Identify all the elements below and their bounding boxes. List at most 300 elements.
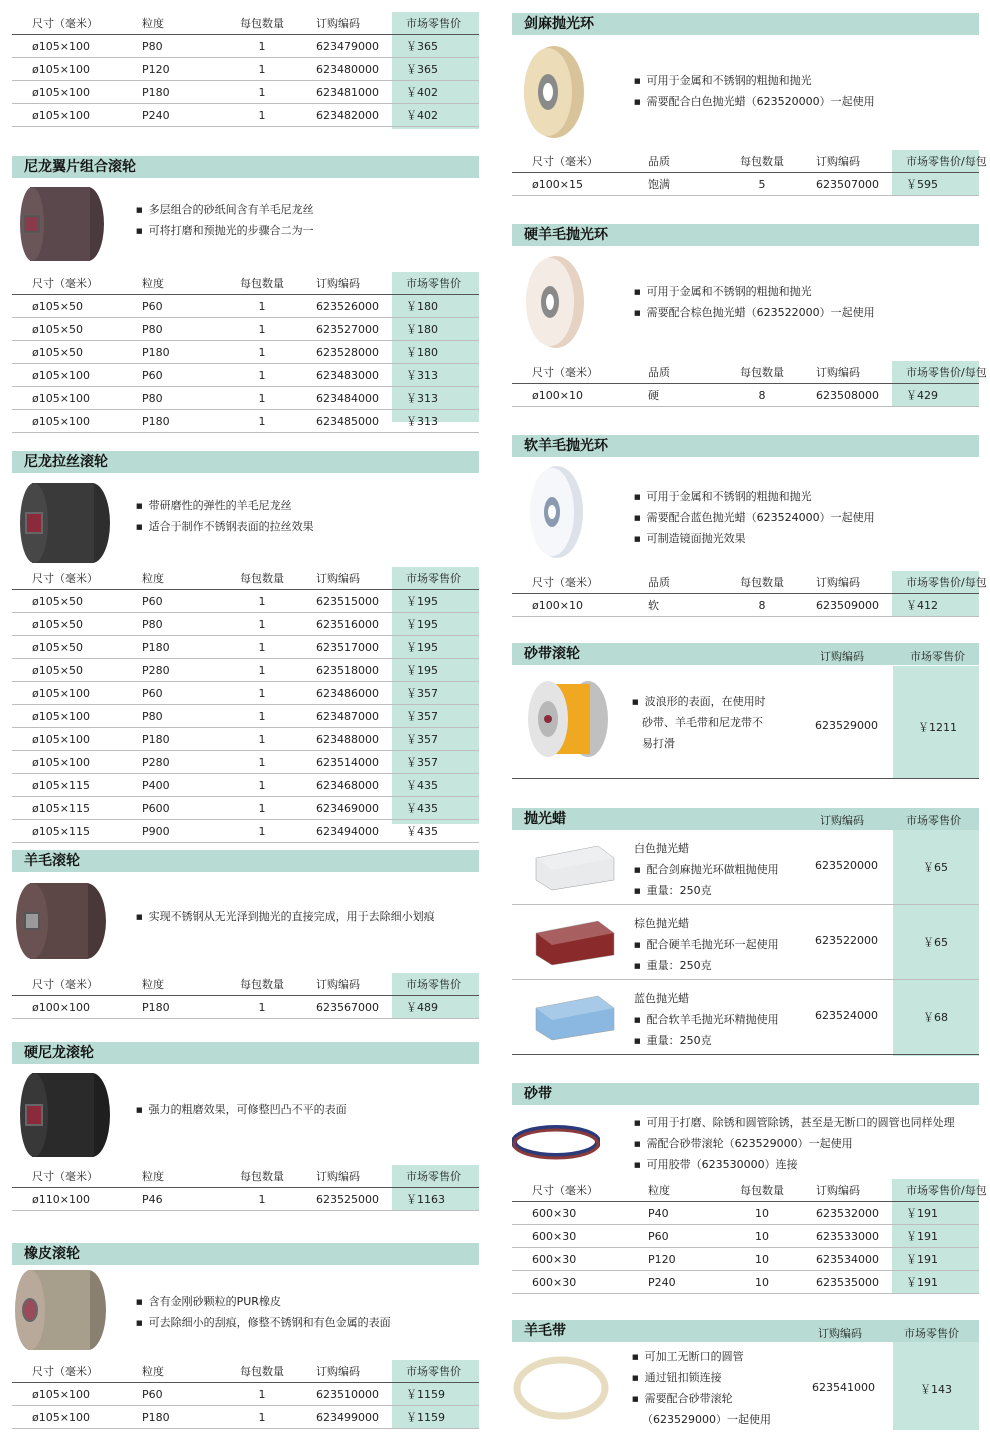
wax-price: ￥65 [923,861,948,874]
section-title-nylon-flap: 尼龙翼片组合滚轮 [12,156,479,178]
cell-code: 623480000 [316,62,379,76]
table-row [12,636,479,659]
wool-table [12,973,479,1019]
cell-code: 623517000 [316,640,379,654]
cell-price: ￥357 [406,733,438,746]
cell-price: ￥435 [406,825,438,838]
table-header-row [512,361,987,384]
cell-size: ø105×50 [32,617,83,631]
cell-grit: P80 [142,322,163,336]
cell-price: ￥1159 [406,1388,445,1401]
cell-code: 623485000 [316,414,379,428]
table-row [12,774,479,797]
cell-grit: P60 [142,594,163,608]
cell-size: ø105×100 [32,755,90,769]
header-qty: 每包数量 [740,576,784,589]
cell-grit: P80 [142,39,163,53]
cell-size: ø100×10 [532,598,583,612]
cell-code: 623508000 [816,388,879,402]
section-title-hard-wool: 硬羊毛抛光环 [512,224,979,246]
section-title-hard-nylon: 硬尼龙滚轮 [12,1042,479,1064]
wax-code: 623524000 [815,1009,878,1022]
wax-code-header: 订购编码 [820,814,864,827]
cell-qty: 1 [258,778,266,792]
sisal-table [512,150,987,196]
cell-price: ￥357 [406,710,438,723]
cell-size: ø105×100 [32,108,90,122]
wax-name: 蓝色抛光蜡 [634,992,689,1005]
cell-grit: P80 [142,709,163,723]
cell-qty: 1 [258,391,266,405]
cell-size: 600×30 [532,1252,577,1266]
header-grit: 粒度 [142,1170,164,1183]
cell-code: 623518000 [316,663,379,677]
cell-qty: 1 [258,1000,266,1014]
cell-grit: 饱满 [648,178,670,191]
cell-qty: 1 [258,1387,266,1401]
cell-grit: P46 [142,1192,163,1206]
soft-wool-ring-image [524,464,586,560]
table-row [12,751,479,774]
cell-code: 623494000 [316,824,379,838]
cell-grit: P180 [142,732,170,746]
soft-wool-table [512,571,987,617]
header-code: 订购编码 [816,1184,860,1197]
cell-price: ￥180 [406,300,438,313]
header-code: 订购编码 [316,1170,360,1183]
header-size: 尺寸（毫米） [532,1184,598,1197]
cell-price: ￥357 [406,687,438,700]
nylon-flap-table [12,272,479,428]
top-table [12,12,479,129]
cell-grit: P240 [648,1275,676,1289]
table-row [12,996,479,1019]
wax-weight: ■ 重量：250克 [634,1031,779,1052]
cell-grit: P60 [142,1387,163,1401]
cell-grit: P120 [648,1252,676,1266]
cell-qty: 1 [258,617,266,631]
header-grit: 粒度 [142,572,164,585]
cell-qty: 1 [258,345,266,359]
header-qty: 每包数量 [240,572,284,585]
cell-qty: 1 [258,322,266,336]
cell-price: ￥180 [406,346,438,359]
cell-code: 623535000 [816,1275,879,1289]
cell-price: ￥195 [406,618,438,631]
header-code: 订购编码 [316,17,360,30]
table-row [512,1271,979,1294]
cell-grit: P80 [142,391,163,405]
cell-size: ø110×100 [32,1192,90,1206]
cell-price: ￥365 [406,40,438,53]
cell-grit: P600 [142,801,170,815]
wax-item-text [634,989,779,1052]
table-row [12,1188,479,1211]
header-price: 市场零售价/每包 [906,576,987,589]
wax-bar-image [528,840,620,892]
nylon-brush-wheel-image [18,482,112,564]
cell-price: ￥191 [906,1207,938,1220]
cell-size: ø105×100 [32,686,90,700]
sisal-features: ■ 可用于金属和不锈钢的粗抛和抛光 ■ 需要配合白色抛光蜡（623520000）一起使用 [634,71,875,113]
section-title-nylon-brush: 尼龙拉丝滚轮 [12,451,479,473]
table-row [12,1383,479,1406]
cell-qty: 1 [258,824,266,838]
cell-grit: P40 [648,1206,669,1220]
cell-size: ø105×115 [32,824,90,838]
cell-code: 623516000 [316,617,379,631]
cell-size: ø100×100 [32,1000,90,1014]
cell-code: 623483000 [316,368,379,382]
header-price: 市场零售价 [406,572,461,585]
sisal-ring-image [516,44,586,140]
cell-qty: 8 [758,598,766,612]
wax-item-text [634,914,779,977]
wool-belt-code: 623541000 [812,1381,875,1394]
cell-code: 623484000 [316,391,379,405]
table-row [12,364,479,387]
cell-qty: 1 [258,85,266,99]
cell-size: ø105×115 [32,801,90,815]
cell-qty: 1 [258,62,266,76]
wool-belt-code-header: 订购编码 [818,1327,862,1340]
wool-belt-price: ￥143 [920,1383,952,1396]
cell-qty: 1 [258,1192,266,1206]
cell-size: ø105×100 [32,368,90,382]
cell-qty: 1 [258,663,266,677]
header-qty: 每包数量 [240,978,284,991]
cell-code: 623510000 [316,1387,379,1401]
cell-price: ￥180 [406,323,438,336]
table-row [512,384,979,407]
cell-code: 623468000 [316,778,379,792]
belt-image [512,1122,600,1166]
cell-size: ø105×50 [32,322,83,336]
cell-grit: P80 [142,617,163,631]
rubber-features: ■ 含有金刚砂颗粒的PUR橡皮 ■ 可去除细小的刮痕，修整不锈钢和有色金属的表面 [136,1292,391,1334]
wax-name: 棕色抛光蜡 [634,917,689,930]
wax-item [512,905,979,980]
table-row [12,410,479,433]
cell-grit: P900 [142,824,170,838]
header-grit: 粒度 [142,1365,164,1378]
header-grit: 品质 [648,366,670,379]
header-code: 订购编码 [316,572,360,585]
soft-wool-features: ■ 可用于金属和不锈钢的粗抛和抛光 ■ 需要配合蓝色抛光蜡（623524000）一起使用 ■ 可制造镜面抛光效果 [634,487,875,550]
cell-qty: 8 [758,388,766,402]
cell-price: ￥435 [406,802,438,815]
wax-item-text [634,839,779,902]
wax-name: 白色抛光蜡 [634,842,689,855]
cell-grit: P180 [142,345,170,359]
cell-code: 623567000 [316,1000,379,1014]
header-grit: 粒度 [142,277,164,290]
header-price: 市场零售价 [406,1365,461,1378]
cell-code: 623482000 [316,108,379,122]
belt-roller-features: ■ 波浪形的表面，在使用时 砂带、羊毛带和尼龙带不 易打滑 [632,692,766,755]
wax-price-header: 市场零售价 [906,814,961,827]
header-price: 市场零售价 [406,17,461,30]
cell-code: 623533000 [816,1229,879,1243]
wax-item [512,980,979,1055]
header-price: 市场零售价 [406,1170,461,1183]
header-price: 市场零售价 [406,978,461,991]
cell-size: ø105×50 [32,640,83,654]
table-row [12,590,479,613]
wax-code: 623522000 [815,934,878,947]
table-header-row [12,567,479,590]
cell-qty: 1 [258,640,266,654]
header-code: 订购编码 [816,576,860,589]
cell-qty: 5 [758,177,766,191]
cell-price: ￥195 [406,595,438,608]
rubber-table [12,1360,479,1429]
table-row [12,58,479,81]
cell-size: ø105×100 [32,62,90,76]
cell-price: ￥365 [406,63,438,76]
wool-belt-features: ■ 可加工无断口的圆管 ■ 通过钮扣锁连接 ■ 需要配合砂带滚轮 （623529000）一起使用 [632,1347,771,1431]
hard-nylon-table [12,1165,479,1211]
cell-price: ￥595 [906,178,938,191]
header-size: 尺寸（毫米） [532,366,598,379]
wax-weight: ■ 重量：250克 [634,956,779,977]
hard-wool-features: ■ 可用于金属和不锈钢的粗抛和抛光 ■ 需要配合棕色抛光蜡（623522000）一起使用 [634,282,875,324]
cell-code: 623532000 [816,1206,879,1220]
cell-size: 600×30 [532,1229,577,1243]
header-grit: 粒度 [648,1184,670,1197]
cell-price: ￥402 [406,86,438,99]
header-qty: 每包数量 [740,366,784,379]
cell-qty: 1 [258,108,266,122]
cell-price: ￥313 [406,415,438,428]
wax-desc: ■ 配合剑麻抛光环做粗抛使用 [634,860,779,881]
cell-size: 600×30 [532,1275,577,1289]
cell-price: ￥195 [406,641,438,654]
wax-price: ￥68 [923,1011,948,1024]
header-grit: 粒度 [142,978,164,991]
belt-roller-bottom-rule [512,778,979,779]
cell-code: 623534000 [816,1252,879,1266]
header-price: 市场零售价 [406,277,461,290]
table-row [512,1202,979,1225]
cell-price: ￥191 [906,1276,938,1289]
hard-wool-ring-image [520,254,586,350]
cell-grit: P180 [142,1000,170,1014]
table-row [512,173,979,196]
header-size: 尺寸（毫米） [532,576,598,589]
table-row [12,728,479,751]
cell-grit: P280 [142,663,170,677]
cell-size: ø105×50 [32,594,83,608]
cell-price: ￥357 [406,756,438,769]
cell-qty: 1 [258,801,266,815]
table-header-row [12,272,479,295]
cell-grit: P180 [142,1410,170,1424]
cell-size: ø105×50 [32,345,83,359]
cell-code: 623488000 [316,732,379,746]
section-title-wool-belt: 羊毛带 [512,1320,979,1342]
cell-qty: 1 [258,1410,266,1424]
cell-size: ø105×100 [32,1410,90,1424]
header-size: 尺寸（毫米） [32,978,98,991]
belt-roller-image [518,676,614,762]
cell-size: ø105×100 [32,391,90,405]
cell-size: 600×30 [532,1206,577,1220]
cell-code: 623481000 [316,85,379,99]
cell-size: ø105×100 [32,732,90,746]
belt-roller-price-header: 市场零售价 [910,650,965,663]
cell-code: 623499000 [316,1410,379,1424]
belt-table [512,1179,987,1294]
table-row [12,820,479,843]
belt-features: ■ 可用于打磨、除锈和圆管除锈，甚至是无断口的圆管也同样处理 ■ 需配合砂带滚轮（623529000）一起使用 ■ 可用胶带（623530000）连接 [634,1113,955,1176]
section-title-soft-wool: 软羊毛抛光环 [512,435,979,457]
cell-grit: P280 [142,755,170,769]
header-code: 订购编码 [816,366,860,379]
cell-code: 623514000 [316,755,379,769]
cell-grit: P180 [142,85,170,99]
cell-code: 623528000 [316,345,379,359]
cell-code: 623527000 [316,322,379,336]
cell-price: ￥402 [406,109,438,122]
wax-bar-image [528,990,620,1042]
table-row [12,682,479,705]
wax-item [512,830,979,905]
cell-grit: P120 [142,62,170,76]
hard-nylon-wheel-image [18,1072,112,1158]
table-row [12,1406,479,1429]
header-code: 订购编码 [316,978,360,991]
wax-weight: ■ 重量：250克 [634,881,779,902]
rubber-wheel-image [12,1268,110,1352]
cell-qty: 1 [258,732,266,746]
cell-size: ø100×10 [532,388,583,402]
cell-qty: 1 [258,299,266,313]
header-grit: 品质 [648,576,670,589]
table-header-row [512,571,987,594]
wax-code: 623520000 [815,859,878,872]
cell-size: ø100×15 [532,177,583,191]
header-grit: 粒度 [142,17,164,30]
table-header-row [12,12,479,35]
table-row [12,387,479,410]
cell-grit: P60 [142,299,163,313]
cell-size: ø105×50 [32,299,83,313]
cell-size: ø105×100 [32,414,90,428]
header-qty: 每包数量 [240,277,284,290]
section-title-wax: 抛光蜡 [512,808,979,830]
cell-size: ø105×100 [32,709,90,723]
cell-code: 623515000 [316,594,379,608]
nylon-flap-wheel-image [20,186,106,262]
table-row [12,659,479,682]
cell-grit: P60 [142,368,163,382]
cell-code: 623509000 [816,598,879,612]
nylon-brush-table [12,567,479,838]
wax-desc: ■ 配合软羊毛抛光环精抛使用 [634,1010,779,1031]
table-row [12,104,479,127]
header-qty: 每包数量 [240,17,284,30]
table-header-row [12,1360,479,1383]
section-title-rubber: 橡皮滚轮 [12,1243,479,1265]
wax-bar-image [528,915,620,967]
hard-nylon-features: ■ 强力的粗磨效果，可修整凹凸不平的表面 [136,1100,347,1121]
wool-belt-image [512,1352,610,1422]
cell-price: ￥191 [906,1230,938,1243]
nylon-flap-features: ■ 多层组合的砂纸间含有羊毛尼龙丝 ■ 可将打磨和预抛光的步骤合二为一 [136,200,314,242]
header-qty: 每包数量 [240,1170,284,1183]
belt-roller-price: ￥1211 [918,721,957,734]
cell-qty: 1 [258,594,266,608]
cell-grit: P180 [142,414,170,428]
header-qty: 每包数量 [240,1365,284,1378]
table-row [12,35,479,58]
cell-qty: 10 [755,1252,769,1266]
cell-qty: 1 [258,755,266,769]
table-row [12,81,479,104]
cell-code: 623507000 [816,177,879,191]
header-qty: 每包数量 [740,1184,784,1197]
wax-price: ￥65 [923,936,948,949]
cell-code: 623469000 [316,801,379,815]
cell-price: ￥429 [906,389,938,402]
cell-qty: 10 [755,1229,769,1243]
table-row [512,594,979,617]
cell-code: 623525000 [316,1192,379,1206]
cell-price: ￥195 [406,664,438,677]
cell-qty: 1 [258,39,266,53]
cell-grit: P60 [142,686,163,700]
cell-price: ￥1159 [406,1411,445,1424]
cell-price: ￥435 [406,779,438,792]
wool-roller-image [14,880,110,962]
header-price: 市场零售价/每包 [906,366,987,379]
cell-qty: 1 [258,686,266,700]
header-code: 订购编码 [816,155,860,168]
cell-code: 623486000 [316,686,379,700]
cell-grit: 软 [648,599,659,612]
table-header-row [512,150,987,173]
cell-grit: 硬 [648,389,659,402]
header-price: 市场零售价/每包 [906,155,987,168]
cell-price: ￥191 [906,1253,938,1266]
header-price: 市场零售价/每包 [906,1184,987,1197]
hard-wool-table [512,361,987,407]
belt-roller-code: 623529000 [815,719,878,732]
table-row [12,797,479,820]
header-size: 尺寸（毫米） [532,155,598,168]
header-size: 尺寸（毫米） [32,1170,98,1183]
section-title-belt-roller: 砂带滚轮 [512,643,979,665]
table-row [512,1225,979,1248]
cell-size: ø105×100 [32,1387,90,1401]
table-row [12,318,479,341]
wool-features: ■ 实现不锈钢从无光泽到抛光的直接完成，用于去除细小划痕 [136,907,435,928]
cell-code: 623479000 [316,39,379,53]
cell-qty: 10 [755,1275,769,1289]
header-grit: 品质 [648,155,670,168]
cell-price: ￥412 [906,599,938,612]
table-row [12,705,479,728]
header-code: 订购编码 [316,277,360,290]
cell-qty: 10 [755,1206,769,1220]
cell-grit: P60 [648,1229,669,1243]
table-row [12,295,479,318]
cell-price: ￥1163 [406,1193,445,1206]
table-header-row [512,1179,987,1202]
cell-size: ø105×100 [32,85,90,99]
belt-roller-code-header: 订购编码 [820,650,864,663]
